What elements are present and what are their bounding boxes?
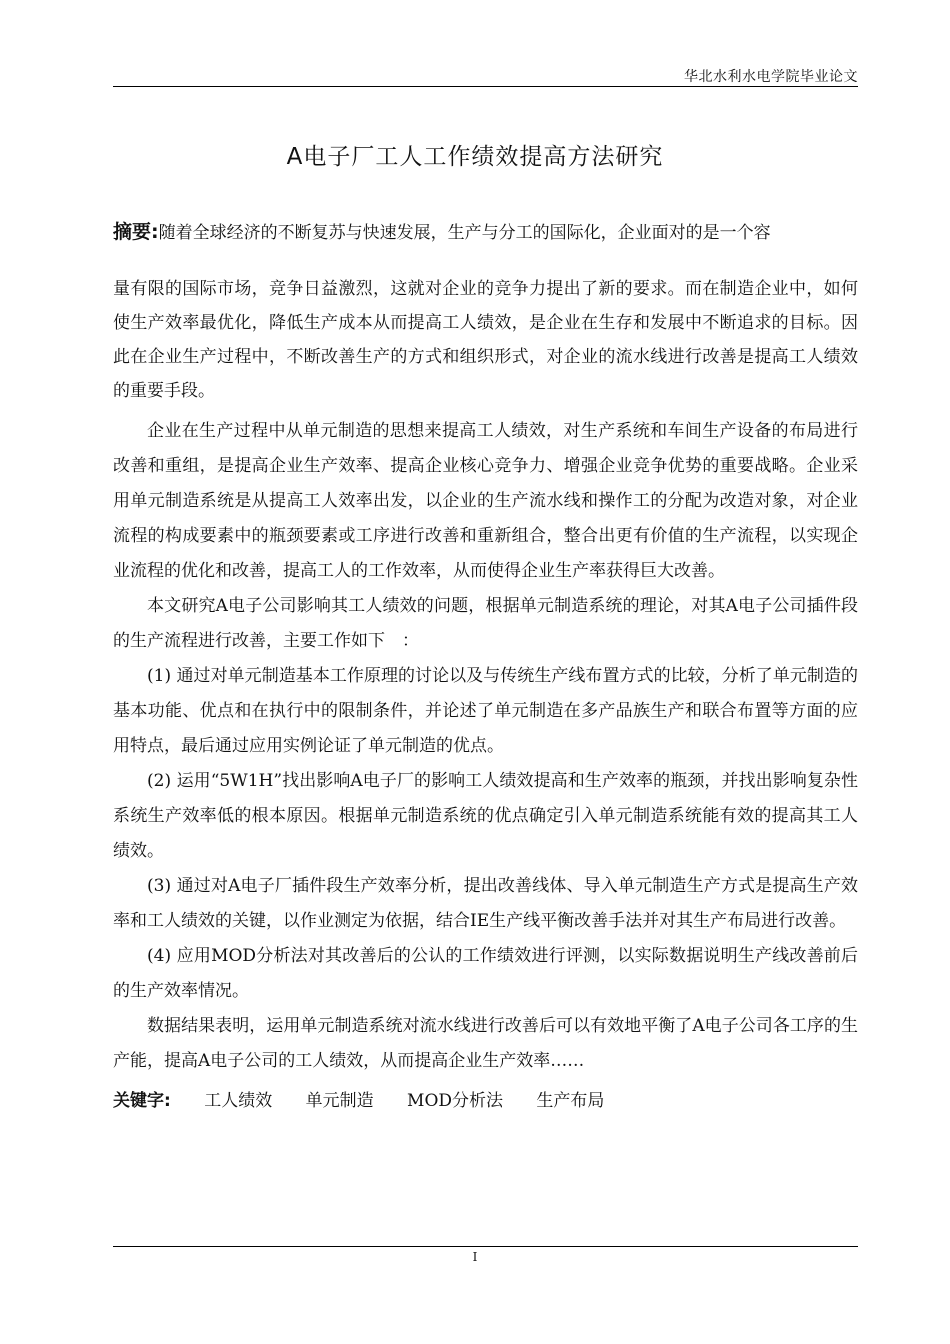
keywords-line bbox=[113, 1085, 858, 1117]
abstract-paragraph-8: 数据结果表明，运用单元制造系统对流水线进行改善后可以有效地平衡了A电子公司各工序的生产能，提高A电子公司的工人绩效，从而提高企业生产效率…… bbox=[113, 1016, 858, 1071]
footer-rule bbox=[113, 1246, 858, 1247]
abstract-first-line bbox=[113, 215, 858, 250]
keyword-item: 单元制造 bbox=[305, 1091, 374, 1111]
abstract-paragraph-5: (2) 运用“5W1H”找出影响A电子厂的影响工人绩效提高和生产效率的瓶颈，并找出影响复杂性系统生产效率低的根本原因。根据单元制造系统的优点确定引入单元制造系统能有效的提高其工人绩效。 bbox=[113, 771, 858, 861]
abstract-paragraph-1 bbox=[113, 215, 858, 408]
abstract-paragraph-3: 本文研究A电子公司影响其工人绩效的问题，根据单元制造系统的理论，对其A电子公司插件段的生产流程进行改善，主要工作如下 ： bbox=[113, 596, 858, 651]
abstract-paragraph-2: 企业在生产过程中从单元制造的思想来提高工人绩效，对生产系统和车间生产设备的布局进行改善和重组，是提高企业生产效率、提高企业核心竞争力、增强企业竞争优势的重要战略。企业采用单元制造系统是从提高工人效率出发，以企业的生产流水线和操作工的分配为改造对象，对企业流程的构成要素中的瓶颈要素或工序进行改善和重新组合，整合出更有价值的生产流程，以实现企业流程的优化和改善，提高工人的工作效率，从而使得企业生产率获得巨大改善。 bbox=[113, 421, 858, 581]
keyword-item: 工人绩效 bbox=[204, 1091, 273, 1111]
abstract-p1-rest: 量有限的国际市场，竞争日益激烈，这就对企业的竞争力提出了新的要求。而在制造企业中，如何使生产效率最优化，降低生产成本从而提高工人绩效，是企业在生存和发展中不断追求的目标。因此在企业生产过程中，不断改善生产的方式和组织形式，对企业的流水线进行改善是提高工人绩效的重要手段。 bbox=[113, 279, 858, 401]
abstract-paragraph-7: (4) 应用MOD分析法对其改善后的公认的工作绩效进行评测，以实际数据说明生产线改善前后的生产效率情况。 bbox=[113, 946, 858, 1001]
abstract-p1-line1: 随着全球经济的不断复苏与快速发展，生产与分工的国际化，企业面对的是一个容 bbox=[158, 223, 771, 243]
abstract-label: 摘要: bbox=[113, 221, 159, 243]
abstract-body bbox=[113, 215, 858, 1117]
header-rule bbox=[113, 86, 858, 87]
abstract-paragraph-4: (1) 通过对单元制造基本工作原理的讨论以及与传统生产线布置方式的比较，分析了单元制造的基本功能、优点和在执行中的限制条件，并论述了单元制造在多产品族生产和联合布置等方面的应用特点，最后通过应用实例论证了单元制造的优点。 bbox=[113, 666, 858, 756]
page-number: I bbox=[472, 1250, 478, 1264]
keyword-item: 生产布局 bbox=[536, 1091, 605, 1111]
keywords-label: 关键字: bbox=[113, 1091, 171, 1111]
keyword-item: MOD分析法 bbox=[407, 1091, 504, 1111]
abstract-paragraph-6: (3) 通过对A电子厂插件段生产效率分析，提出改善线体、导入单元制造生产方式是提高生产效率和工人绩效的关键，以作业测定为依据，结合IE生产线平衡改善手法并对其生产布局进行改善。 bbox=[113, 876, 858, 931]
paper-title: A电子厂工人工作绩效提高方法研究 bbox=[286, 144, 664, 170]
header-institution: 华北水利水电学院毕业论文 bbox=[684, 69, 858, 85]
